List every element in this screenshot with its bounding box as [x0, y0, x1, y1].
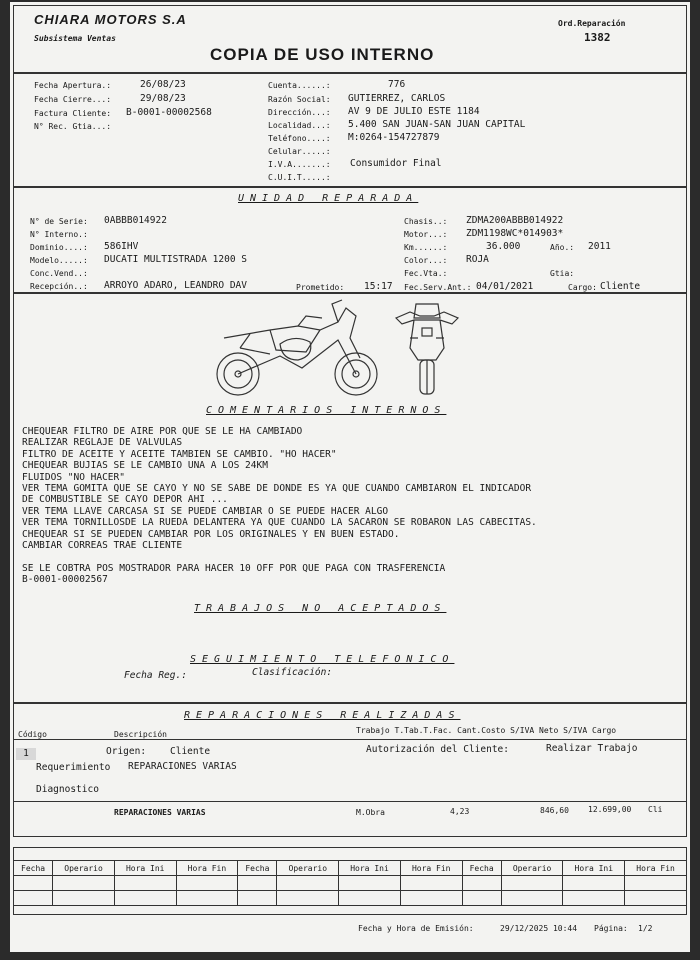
- factura-value: B-0001-00002568: [126, 107, 212, 118]
- origen-value: Cliente: [170, 746, 211, 757]
- comments-text: CHEQUEAR FILTRO DE AIRE POR QUE SE LE HA CAMBIADO REALIZAR REGLAJE DE VALVULAS FILTRO DE ACEITE Y ACEITE TAMBIEN SE CAMBIO. "HO HACER" CHEQUEAR BUJIAS SE LE CAMBIO UNA A LOS 24KM FLUIDOS "NO HACER" VER TEMA GOMITA QUE SE CAYO Y NO SE SABE DE DONDE ES YA QUE CUANDO CAMBIARON EL INDICADOR DE COMBUSTIBLE SE CAYO DEPOR AHI ... VER TEMA LLAVE CARCASA SI SE PUEDE CAMBIAR O SE PUEDE HACER ALGO VER TEMA TORNILLOSDE LA RUEDA DELANTERA YA QUE CUANDO LA SACARON SE ROBARON LAS CABECITAS. CHEQUEAR SI SE PUEDEN CAMBIAR POR LOS ORIGINALES Y EN BUEN ESTADO. CAMBIAR CORREAS TRAE CLIENTE SE LE COBTRA POS MOSTRADOR PARA HACER 10 OFF POR QUE PAGA CON TRASFERENCIA B-0001-00002567: [22, 426, 537, 586]
- subsystem-label: Subsistema Ventas: [34, 34, 116, 43]
- chasis-label: Chasis..:: [404, 217, 448, 226]
- motorcycle-side-icon: [210, 298, 382, 398]
- cargo-value: Cliente: [600, 281, 641, 292]
- cuenta-value: 776: [388, 79, 406, 90]
- telefono-label: Teléfono....:: [268, 134, 331, 143]
- interno-label: N° Interno.:: [30, 230, 88, 239]
- anio-value: 2011: [588, 241, 611, 252]
- comments-section-title: COMENTARIOS INTERNOS: [206, 405, 447, 416]
- serie-label: N° de Serie:: [30, 217, 88, 226]
- celular-label: Celular.....:: [268, 147, 331, 156]
- fecserv-label: Fec.Serv.Ant.:: [404, 283, 472, 292]
- localidad-label: Localidad...:: [268, 121, 331, 130]
- cuit-label: C.U.I.T.....:: [268, 173, 331, 182]
- fecserv-value: 04/01/2021: [476, 281, 534, 292]
- grid-header: Hora Fin: [400, 861, 462, 876]
- emision-value: 29/12/2025 10:44: [500, 924, 578, 933]
- origen-label: Origen:: [106, 746, 147, 757]
- gtia-label: Gtia:: [550, 269, 575, 278]
- row-cantidad: 4,23: [450, 807, 470, 816]
- order-label: Ord.Reparación: [558, 19, 626, 28]
- dominio-value: 586IHV: [104, 241, 139, 252]
- pagina-value: 1/2: [638, 924, 653, 933]
- fecha-reg-label: Fecha Reg.:: [124, 670, 187, 681]
- col-codigo: Código: [18, 730, 47, 739]
- grid-header: Hora Fin: [625, 861, 687, 876]
- chasis-value: ZDMA200ABBB014922: [466, 215, 564, 226]
- col-descripcion: Descripción: [114, 730, 167, 739]
- col-right-headers: Trabajo T.Tab.T.Fac. Cant.Costo S/IVA Neto S/IVA Cargo: [356, 726, 617, 735]
- anio-label: Año.:: [550, 243, 575, 252]
- unit-section-title: UNIDAD REPARADA: [238, 193, 419, 204]
- prometido-label: Prometido:: [296, 283, 345, 292]
- grid-header: Fecha: [14, 861, 53, 876]
- modelo-value: DUCATI MULTISTRADA 1200 S: [104, 254, 247, 265]
- requerimiento-value: REPARACIONES VARIAS: [128, 761, 237, 772]
- clasificacion-label: Clasificación:: [252, 667, 333, 678]
- fecha-apertura-label: Fecha Apertura.:: [34, 81, 112, 90]
- company-name: CHIARA MOTORS S.A: [34, 12, 187, 27]
- recepcion-label: Recepción..:: [30, 282, 88, 291]
- row-cargo: Cli: [648, 805, 663, 814]
- fecha-apertura-value: 26/08/23: [140, 79, 186, 90]
- seguimiento-section-title: SEGUIMIENTO TELEFONICO: [190, 654, 455, 665]
- km-label: Km......:: [404, 243, 448, 252]
- item-number: 1: [16, 748, 36, 760]
- autorizacion-value: Realizar Trabajo: [546, 743, 638, 754]
- cuenta-label: Cuenta......:: [268, 81, 331, 90]
- doc-title: COPIA DE USO INTERNO: [210, 45, 435, 64]
- recepcion-value: ARROYO ADARO, LEANDRO DAV: [104, 280, 247, 291]
- grid-header: Operario: [501, 861, 563, 876]
- grid-header: Hora Fin: [176, 861, 238, 876]
- order-number: 1382: [584, 31, 611, 44]
- trabajos-section-title: TRABAJOS NO ACEPTADOS: [194, 603, 447, 614]
- iva-label: I.V.A.......:: [268, 160, 331, 169]
- dominio-label: Dominio....:: [30, 243, 88, 252]
- color-label: Color...:: [404, 256, 448, 265]
- diagnostico-label: Diagnostico: [36, 784, 99, 795]
- cargo-label: Cargo:: [568, 283, 597, 292]
- direccion-label: Dirección...:: [268, 108, 331, 117]
- time-log-table: [13, 860, 687, 906]
- motor-label: Motor...:: [404, 230, 448, 239]
- grid-header: Fecha: [238, 861, 277, 876]
- grid-header: Hora Ini: [339, 861, 401, 876]
- telefono-value: M:0264-154727879: [348, 132, 440, 143]
- serie-value: 0ABBB014922: [104, 215, 167, 226]
- repairs-section-title: REPARACIONES REALIZADAS: [184, 710, 461, 721]
- direccion-value: AV 9 DE JULIO ESTE 1184: [348, 106, 480, 117]
- motorcycle-front-icon: [392, 298, 462, 398]
- modelo-label: Modelo.....:: [30, 256, 88, 265]
- km-value: 36.000: [486, 241, 521, 252]
- razon-label: Razón Social:: [268, 95, 331, 104]
- fecha-cierre-label: Fecha Cierre...:: [34, 95, 112, 104]
- requerimiento-label: Requerimiento: [36, 762, 111, 773]
- localidad-value: 5.400 SAN JUAN-SAN JUAN CAPITAL: [348, 119, 526, 130]
- prometido-value: 15:17: [364, 281, 393, 292]
- grid-header: Operario: [53, 861, 115, 876]
- repair-order-document: [10, 2, 690, 952]
- repairs-header-line: [13, 739, 687, 740]
- repairs-row-line: [13, 801, 687, 802]
- fecvta-label: Fec.Vta.:: [404, 269, 448, 278]
- time-log-header-row: [14, 861, 687, 876]
- row-costo: 846,60: [540, 806, 569, 815]
- factura-label: Factura Cliente:: [34, 109, 112, 118]
- fecha-cierre-value: 29/08/23: [140, 93, 186, 104]
- pagina-label: Página:: [594, 924, 628, 933]
- grid-header: Fecha: [462, 861, 501, 876]
- grid-header: Hora Ini: [114, 861, 176, 876]
- motor-value: ZDM1198WC*014903*: [466, 228, 564, 239]
- autorizacion-label: Autorización del Cliente:: [366, 744, 509, 755]
- time-log-row: [14, 891, 687, 906]
- iva-value: Consumidor Final: [350, 158, 442, 169]
- grid-header: Operario: [277, 861, 339, 876]
- time-log-row: [14, 876, 687, 891]
- nrec-label: N° Rec. Gtia...:: [34, 122, 112, 131]
- row-trabajo: M.Obra: [356, 808, 385, 817]
- grid-header: Hora Ini: [563, 861, 625, 876]
- color-value: ROJA: [466, 254, 489, 265]
- razon-value: GUTIERREZ, CARLOS: [348, 93, 446, 104]
- row-neto: 12.699,00: [588, 805, 632, 814]
- row-description: REPARACIONES VARIAS: [114, 808, 206, 817]
- emision-label: Fecha y Hora de Emisión:: [358, 924, 474, 933]
- concvend-label: Conc.Vend..:: [30, 269, 88, 278]
